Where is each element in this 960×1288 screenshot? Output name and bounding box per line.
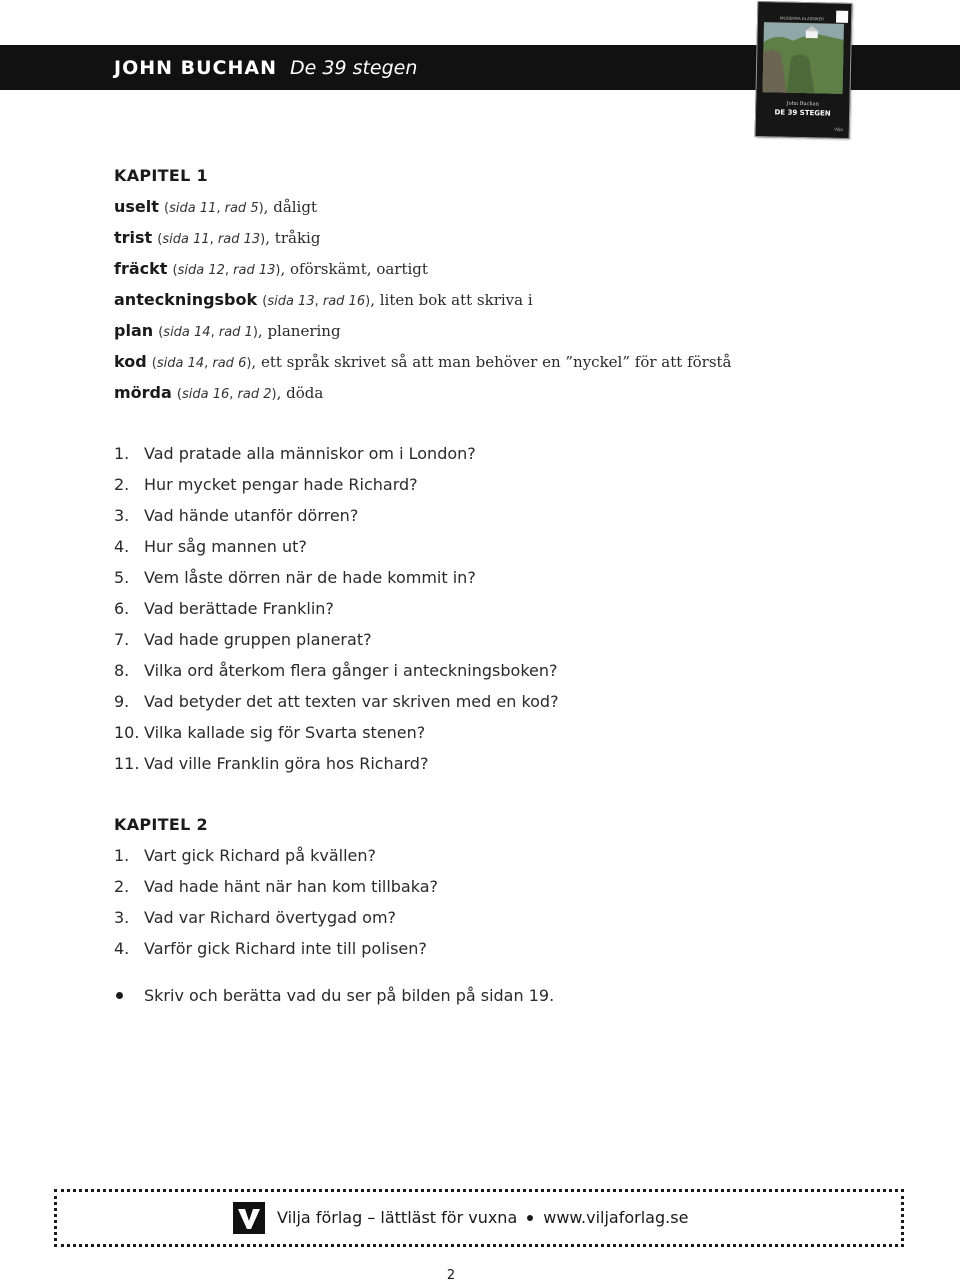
footer-website-link[interactable]: www.viljaforlag.se xyxy=(543,1208,689,1227)
cover-top-label: MODERNA KLASSIKER xyxy=(780,15,824,22)
chapter-2-heading: KAPITEL 2 xyxy=(114,815,208,834)
question-item: 1. Vad pratade alla människor om i London? xyxy=(114,444,476,463)
vocab-item: anteckningsbok (sida 13, rad 16), liten bok att skriva i xyxy=(114,290,533,309)
question-item: 3. Vad var Richard övertygad om? xyxy=(114,908,397,927)
separator-dot-icon xyxy=(527,1215,533,1221)
question-item: 1. Vart gick Richard på kvällen? xyxy=(114,846,376,865)
vocab-item: kod (sida 14, rad 6), ett språk skrivet så att man behöver en ”nyckel” för att förstå xyxy=(114,352,732,371)
worksheet-content xyxy=(114,160,874,1011)
vocab-item: uselt (sida 11, rad 5), dåligt xyxy=(114,197,317,216)
footer-box xyxy=(54,1189,904,1247)
bullet-icon xyxy=(116,992,123,999)
writing-task: Skriv och berätta vad du ser på bilden på sidan 19. xyxy=(114,980,874,1011)
header-book-title: De 39 stegen xyxy=(290,57,418,79)
vocabulary-list xyxy=(114,191,874,408)
page-number: 2 xyxy=(446,1268,456,1283)
footer-publisher: Vilja förlag – lättläst för vuxna xyxy=(277,1208,518,1227)
question-item: 4. Varför gick Richard inte till polisen? xyxy=(114,939,427,958)
cover-title: DE 39 STEGEN xyxy=(774,108,831,118)
question-item: 2. Hur mycket pengar hade Richard? xyxy=(114,475,418,494)
question-item: 2. Vad hade hänt när han kom tillbaka? xyxy=(114,877,439,896)
chapter-2-questions xyxy=(114,840,874,964)
question-item: 10. Vilka kallade sig för Svarta stenen? xyxy=(114,723,426,742)
question-item: 8. Vilka ord återkom flera gånger i anteckningsboken? xyxy=(114,661,558,680)
chapter-1-questions xyxy=(114,438,874,779)
question-item: 11. Vad ville Franklin göra hos Richard? xyxy=(114,754,429,773)
question-item: 7. Vad hade gruppen planerat? xyxy=(114,630,372,649)
vocab-item: fräckt (sida 12, rad 13), oförskämt, oartigt xyxy=(114,259,428,278)
vilja-v-logo-icon xyxy=(233,1202,265,1234)
footer-text xyxy=(277,1192,688,1244)
question-item: 4. Hur såg mannen ut? xyxy=(114,537,307,556)
question-item: 6. Vad berättade Franklin? xyxy=(114,599,334,618)
question-item: 9. Vad betyder det att texten var skriven med en kod? xyxy=(114,692,559,711)
book-cover-image xyxy=(755,1,853,139)
chapter-1-heading: KAPITEL 1 xyxy=(114,166,208,185)
vocab-item: plan (sida 14, rad 1), planering xyxy=(114,321,341,340)
vocab-item: mörda (sida 16, rad 2), döda xyxy=(114,383,324,402)
question-item: 5. Vem låste dörren när de hade kommit in? xyxy=(114,568,476,587)
vocab-item: trist (sida 11, rad 13), tråkig xyxy=(114,228,321,247)
cover-author: John Buchan xyxy=(786,100,819,108)
cover-publisher: Vilja xyxy=(834,126,843,132)
question-item: 3. Vad hände utanför dörren? xyxy=(114,506,359,525)
header-author: JOHN BUCHAN xyxy=(114,57,277,79)
cover-logo-icon xyxy=(836,11,848,23)
